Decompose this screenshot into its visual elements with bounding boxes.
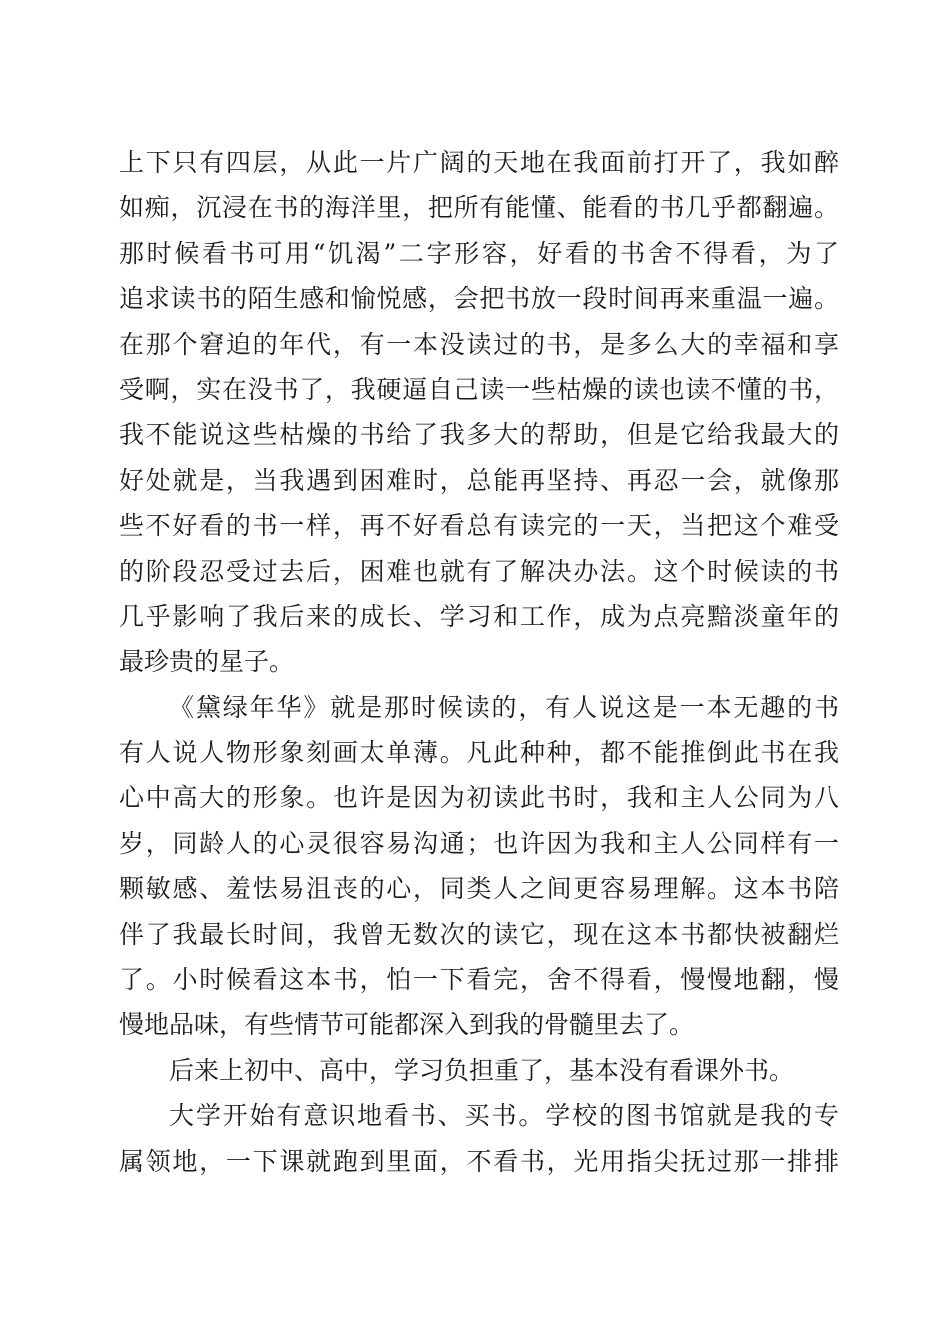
text-line: 慢地品味，有些情节可能都深入到我的骨髓里去了。: [119, 1010, 695, 1040]
text-line: 受啊，实在没书了，我硬逼自己读一些枯燥的读也读不懂的书，: [119, 374, 839, 404]
text-line: 最珍贵的星子。: [119, 647, 295, 677]
text-line: 的阶段忍受过去后，困难也就有了解决办法。这个时候读的书: [119, 556, 839, 586]
text-line: 些不好看的书一样，再不好看总有读完的一天，当把这个难受: [119, 511, 839, 541]
text-line: 属领地，一下课就跑到里面，不看书，光用指尖抚过那一排排: [119, 1146, 839, 1176]
text-line: 大学开始有意识地看书、买书。学校的图书馆就是我的专: [169, 1101, 839, 1131]
text-line: 有人说人物形象刻画太单薄。凡此种种，都不能推倒此书在我: [119, 738, 839, 768]
text-line: 在那个窘迫的年代，有一本没读过的书，是多么大的幸福和享: [119, 329, 839, 359]
text-line: 好处就是，当我遇到困难时，总能再坚持、再忍一会，就像那: [119, 465, 839, 495]
text-line: 后来上初中、高中，学习负担重了，基本没有看课外书。: [169, 1055, 795, 1085]
text-line: 岁，同龄人的心灵很容易沟通；也许因为我和主人公同样有一: [119, 828, 839, 858]
text-line: 颗敏感、羞怯易沮丧的心，同类人之间更容易理解。这本书陪: [119, 874, 839, 904]
text-line: 《黛绿年华》就是那时候读的，有人说这是一本无趣的书: [169, 692, 839, 722]
text-line: 那时候看书可用“饥渴”二字形容，好看的书舍不得看，为了: [119, 238, 839, 268]
body-text: [119, 140, 839, 1184]
text-line: 心中高大的形象。也许是因为初读此书时，我和主人公同为八: [119, 783, 839, 813]
text-line: 上下只有四层，从此一片广阔的天地在我面前打开了，我如醉: [119, 148, 839, 177]
text-line: 如痴，沉浸在书的海洋里，把所有能懂、能看的书几乎都翻遍。: [119, 193, 839, 223]
text-line: 伴了我最长时间，我曾无数次的读它，现在这本书都快被翻烂: [119, 919, 839, 949]
text-line: 几乎影响了我后来的成长、学习和工作，成为点亮黯淡童年的: [119, 601, 839, 631]
text-line: 追求读书的陌生感和愉悦感，会把书放一段时间再来重温一遍。: [119, 284, 839, 314]
text-line: 我不能说这些枯燥的书给了我多大的帮助，但是它给我最大的: [119, 420, 839, 450]
text-line: 了。小时候看这本书，怕一下看完，舍不得看，慢慢地翻，慢: [119, 965, 839, 995]
